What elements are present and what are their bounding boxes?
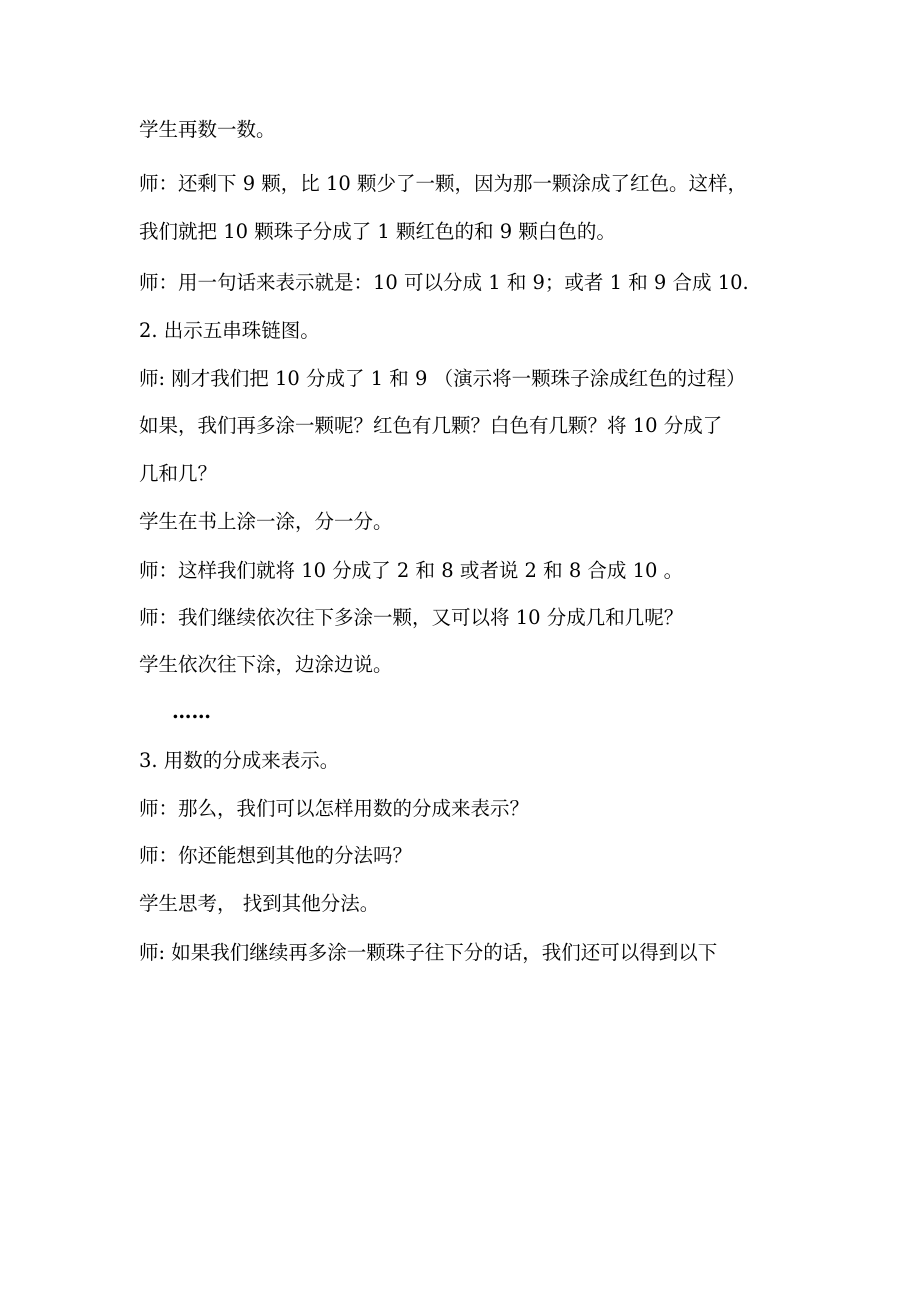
paragraph-line: 我们就把 10 颗珠子分成了 1 颗红色的和 9 颗白色的。 bbox=[139, 220, 616, 243]
paragraph-line: 师：我们继续依次往下多涂一颗，又可以将 10 分成几和几呢？ bbox=[139, 606, 684, 629]
section-heading: 3. 用数的分成来表示。 bbox=[139, 749, 340, 772]
paragraph-line: 师：用一句话来表示就是：10 可以分成 1 和 9；或者 1 和 9 合成 10. bbox=[139, 271, 749, 294]
paragraph-line: 师：你还能想到其他的分法吗？ bbox=[139, 844, 413, 867]
paragraph-line: 师: 如果我们继续再多涂一颗珠子往下分的话，我们还可以得到以下 bbox=[139, 941, 718, 964]
paragraph-line: 学生在书上涂一涂，分一分。 bbox=[139, 510, 393, 533]
paragraph-line: 学生依次往下涂，边涂边说。 bbox=[139, 653, 393, 676]
paragraph-line: 师：还剩下 9 颗，比 10 颗少了一颗，因为那一颗涂成了红色。这样， bbox=[139, 172, 748, 195]
paragraph-line: 学生再数一数。 bbox=[139, 118, 276, 141]
paragraph-line: 师: 刚才我们把 10 分成了 1 和 9 （演示将一颗珠子涂成红色的过程） bbox=[139, 367, 746, 390]
paragraph-line: 学生思考， 找到其他分法。 bbox=[139, 892, 380, 915]
paragraph-line: 师：那么，我们可以怎样用数的分成来表示？ bbox=[139, 797, 530, 820]
paragraph-line: 如果，我们再多涂一颗呢？红色有几颗？白色有几颗？将 10 分成了 bbox=[139, 414, 723, 437]
ellipsis: …… bbox=[172, 700, 211, 723]
section-heading: 2. 出示五串珠链图。 bbox=[139, 319, 320, 342]
paragraph-line: 师：这样我们就将 10 分成了 2 和 8 或者说 2 和 8 合成 10 。 bbox=[139, 559, 684, 582]
paragraph-line: 几和几？ bbox=[139, 462, 218, 485]
